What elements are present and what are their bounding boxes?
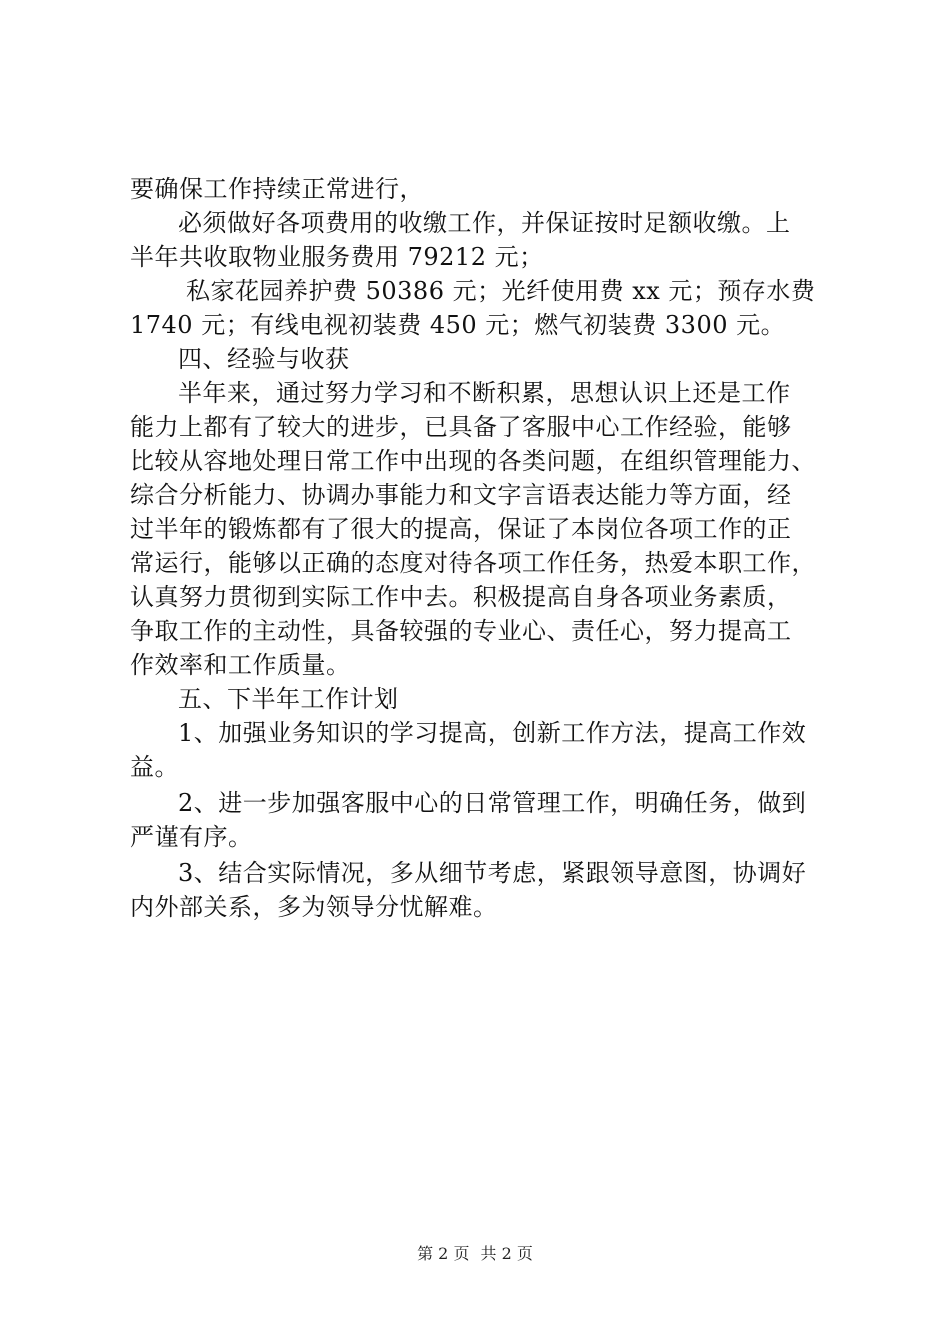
text-line: 必须做好各项费用的收缴工作，并保证按时足额收缴。上 (178, 209, 791, 237)
page-footer (0, 1244, 950, 1264)
document-body (130, 172, 836, 924)
text-line: 1740 元；有线电视初装费 450 元；燃气初装费 3300 元。 (130, 311, 786, 339)
list-item-continuation: 严谨有序。 (130, 823, 253, 851)
text-line: 要确保工作持续正常进行， (130, 175, 424, 203)
section-heading: 四、经验与收获 (178, 345, 350, 373)
text-line: 争取工作的主动性，具备较强的专业心、责任心，努力提高工 (130, 617, 792, 645)
text-line: 半年来，通过努力学习和不断积累，思想认识上还是工作 (178, 379, 791, 407)
list-item-continuation: 内外部关系，多为领导分忧解难。 (130, 893, 498, 921)
list-item: 2、进一步加强客服中心的日常管理工作，明确任务，做到 (178, 789, 807, 817)
text-line: 综合分析能力、协调办事能力和文字言语表达能力等方面，经 (130, 481, 792, 509)
list-item-continuation: 益。 (130, 753, 179, 781)
page-total: 共 2 页 (480, 1244, 533, 1263)
text-line: 作效率和工作质量。 (130, 651, 351, 679)
list-item: 1、加强业务知识的学习提高，创新工作方法，提高工作效 (178, 719, 807, 747)
text-line: 能力上都有了较大的进步，已具备了客服中心工作经验，能够 (130, 413, 792, 441)
page-number: 第 2 页 (417, 1244, 470, 1263)
text-line: 半年共收取物业服务费用 79212 元； (130, 243, 544, 271)
text-line: 认真努力贯彻到实际工作中去。积极提高自身各项业务素质， (130, 583, 792, 611)
text-line: 常运行，能够以正确的态度对待各项工作任务，热爱本职工作， (130, 549, 816, 577)
list-item: 3、结合实际情况，多从细节考虑，紧跟领导意图，协调好 (178, 859, 807, 887)
section-heading: 五、下半年工作计划 (178, 685, 399, 713)
text-line: 过半年的锻炼都有了很大的提高，保证了本岗位各项工作的正 (130, 515, 792, 543)
text-line: 比较从容地处理日常工作中出现的各类问题，在组织管理能力、 (130, 447, 816, 475)
text-line: 私家花园养护费 50386 元；光纤使用费 xx 元；预存水费 (186, 277, 816, 305)
